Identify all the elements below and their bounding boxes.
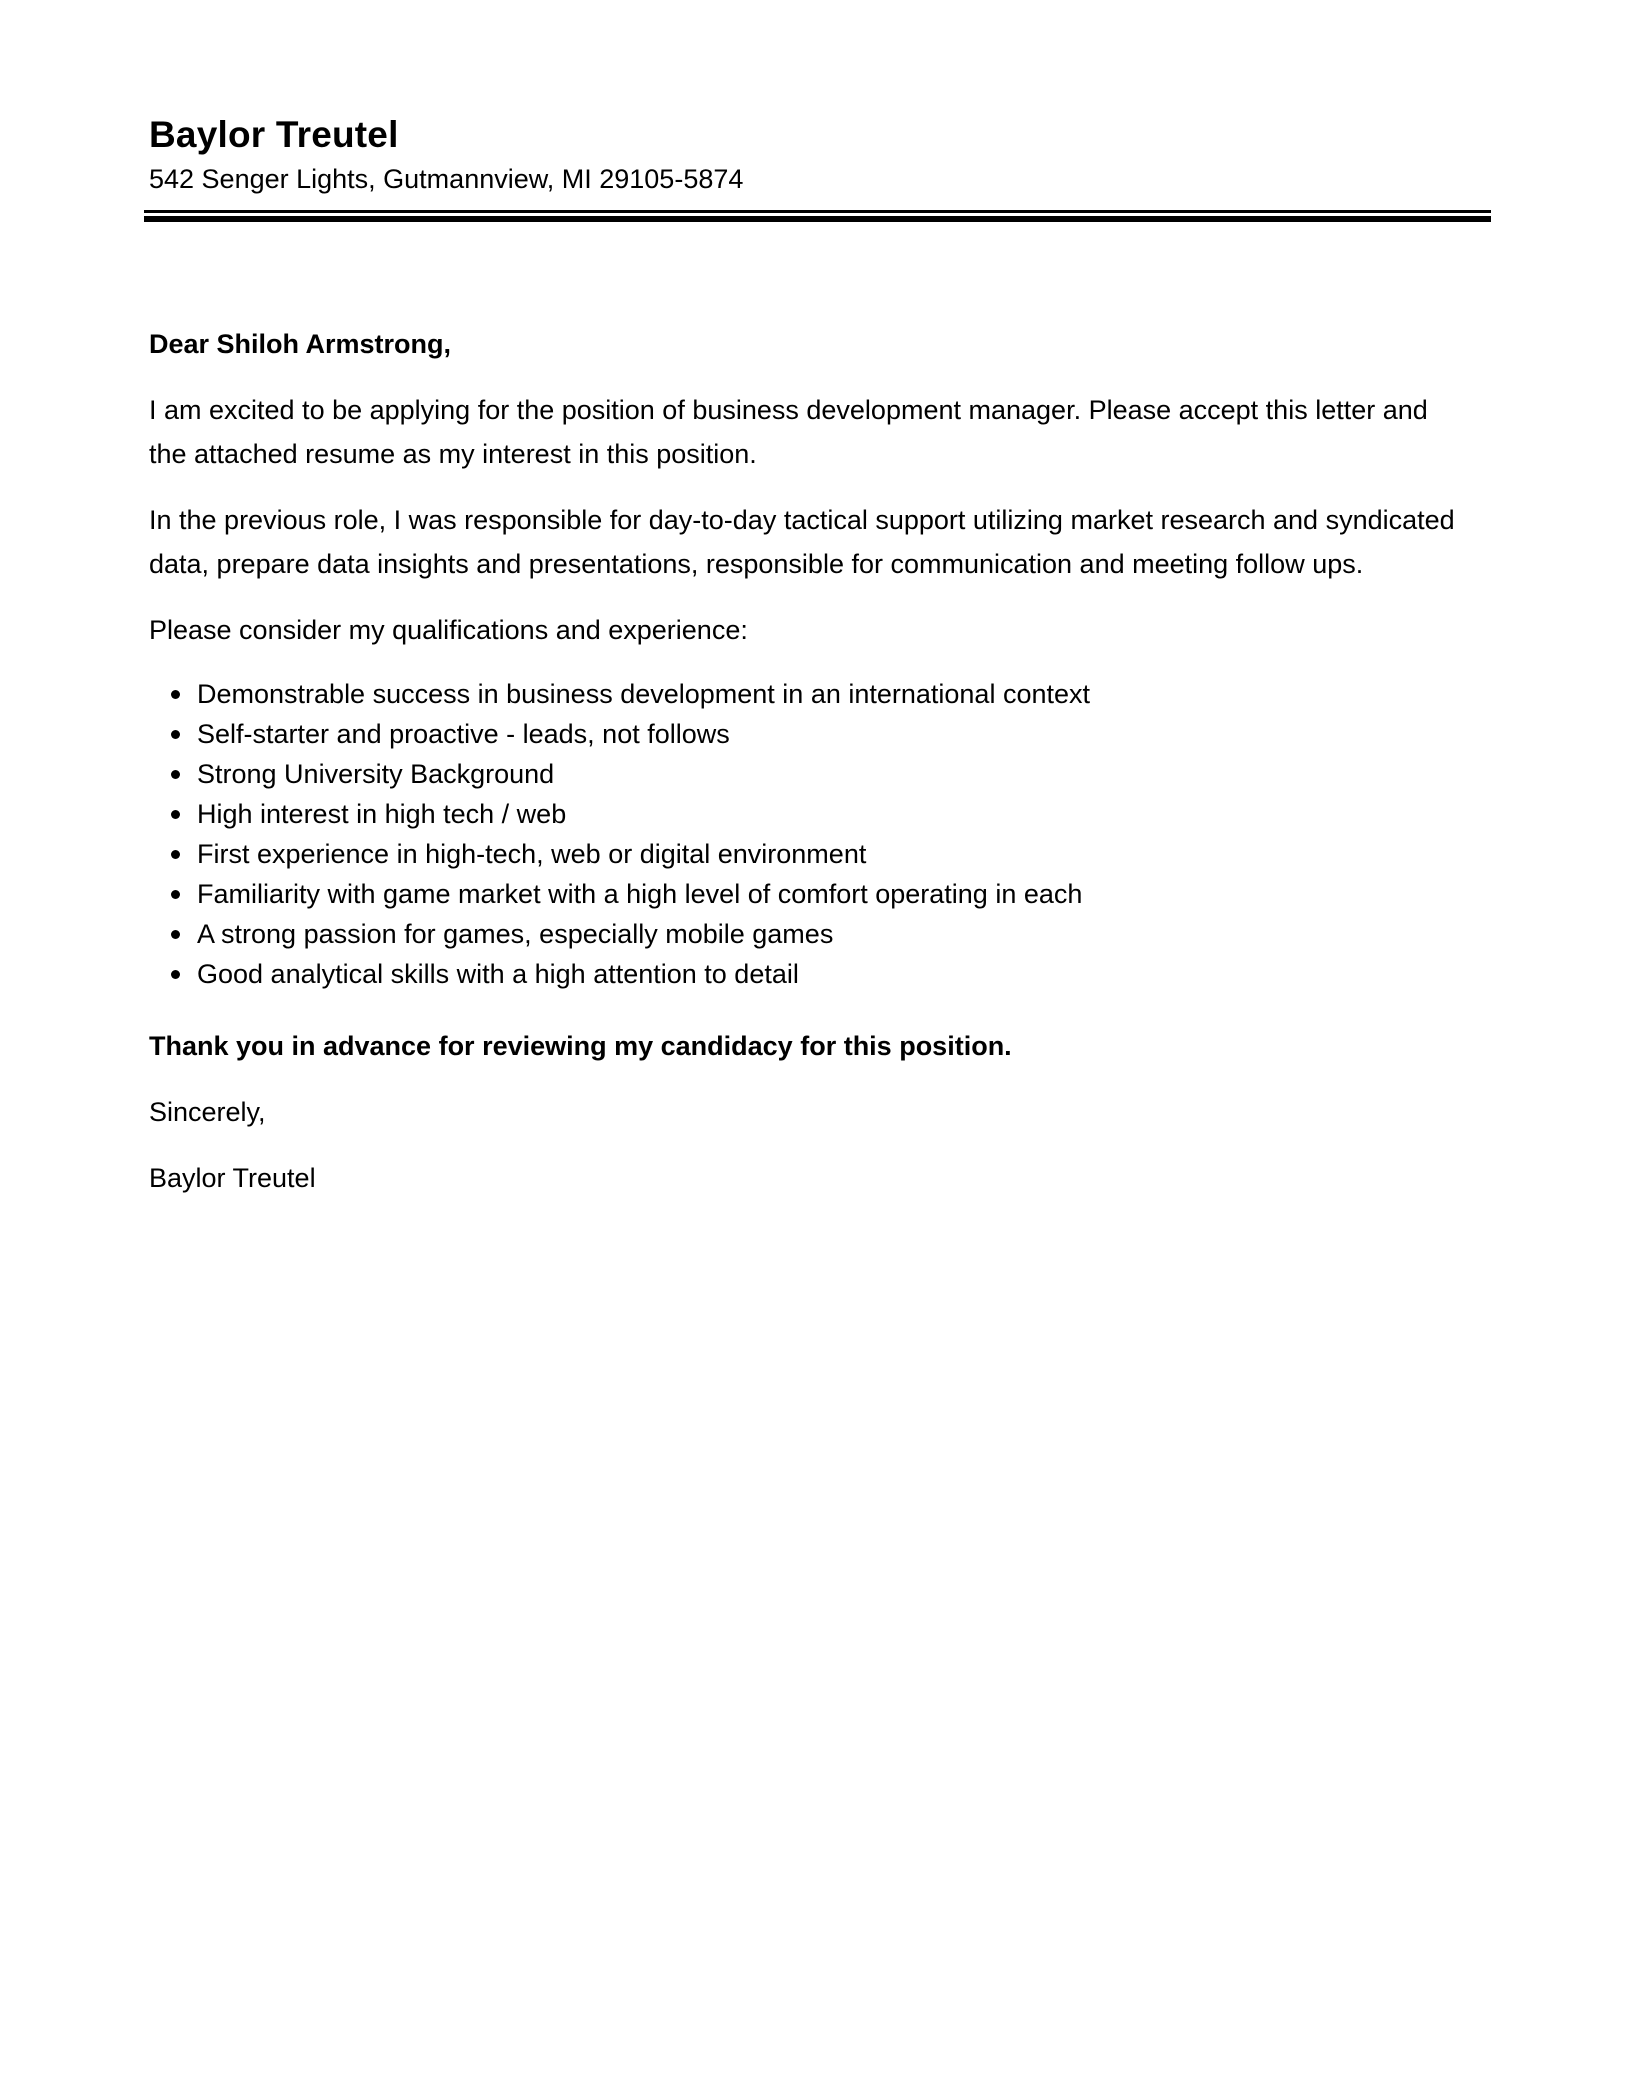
qualifications-intro: Please consider my qualifications and experience: — [149, 615, 748, 645]
list-item — [149, 834, 1469, 874]
bullet-icon — [171, 930, 180, 939]
experience-paragraph: In the previous role, I was responsible for day-to-day tactical support utilizing market research and syndicated data, prepare data insights and presentations, responsible for communication and meeting follow ups. — [149, 505, 1455, 579]
list-item — [149, 754, 1469, 794]
bullet-icon — [171, 890, 180, 899]
closing-statement: Thank you in advance for reviewing my candidacy for this position. — [149, 1031, 1012, 1061]
list-item-text: Self-starter and proactive - leads, not follows — [197, 719, 730, 749]
signature-name: Baylor Treutel — [149, 1163, 316, 1193]
divider-thin-line — [144, 210, 1491, 213]
letter-body — [149, 322, 1469, 1222]
list-item — [149, 874, 1469, 914]
list-item-text: High interest in high tech / web — [197, 799, 567, 829]
list-item-text: Strong University Background — [197, 759, 555, 789]
list-item — [149, 794, 1469, 834]
list-item — [149, 954, 1469, 994]
list-item — [149, 714, 1469, 754]
list-item-text: Good analytical skills with a high attention to detail — [197, 959, 799, 989]
intro-paragraph: I am excited to be applying for the position of business development manager. Please accept this letter and the attached resume as my interest in this position. — [149, 395, 1428, 469]
signoff: Sincerely, — [149, 1097, 266, 1127]
list-item-text: First experience in high-tech, web or digital environment — [197, 839, 867, 869]
letter-header — [149, 112, 1489, 198]
bullet-icon — [171, 970, 180, 979]
bullet-icon — [171, 730, 180, 739]
list-item — [149, 914, 1469, 954]
sender-name: Baylor Treutel — [149, 114, 399, 155]
bullet-icon — [171, 770, 180, 779]
bullet-icon — [171, 850, 180, 859]
list-item-text: Familiarity with game market with a high level of comfort operating in each — [197, 879, 1083, 909]
qualifications-list — [149, 674, 1469, 994]
bullet-icon — [171, 690, 180, 699]
list-item — [149, 674, 1469, 714]
divider-thick-line — [144, 216, 1491, 222]
header-divider — [144, 210, 1491, 222]
list-item-text: Demonstrable success in business development in an international context — [197, 679, 1091, 709]
sender-address: 542 Senger Lights, Gutmannview, MI 29105-5874 — [149, 164, 744, 194]
salutation: Dear Shiloh Armstrong, — [149, 329, 452, 359]
list-item-text: A strong passion for games, especially mobile games — [197, 919, 834, 949]
bullet-icon — [171, 810, 180, 819]
